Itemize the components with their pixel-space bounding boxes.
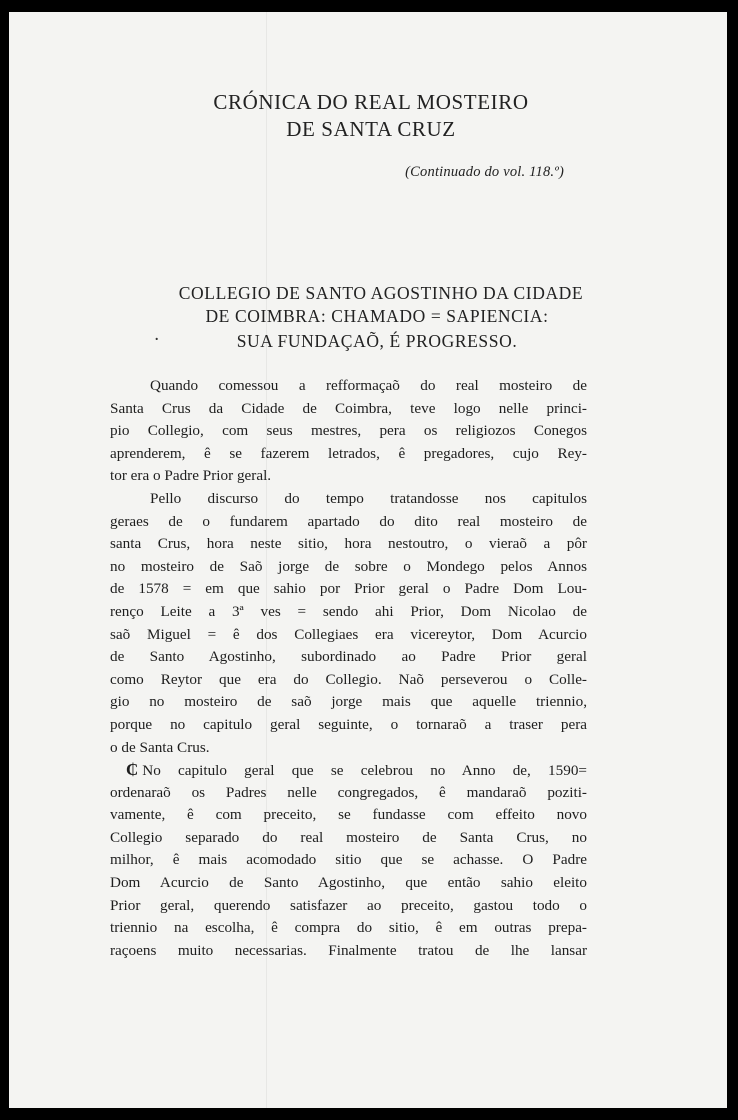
stray-mark: · xyxy=(154,330,160,350)
body-line: porque no capitulo geral seguinte, o tornaraõ a traser pera xyxy=(110,715,587,733)
body-line: de Santo Agostinho, subordinado ao Padre Prior geral xyxy=(110,648,587,666)
body-line: como Reytor que era do Collegio. Naõ perseverou o Colle- xyxy=(110,670,587,688)
continuation-note: (Continuado do vol. 118.º) xyxy=(405,164,564,180)
body-line: Collegio separado do real mosteiro de Santa Crus, no xyxy=(110,828,587,846)
paragraph-mark-icon: ₵ xyxy=(126,760,139,780)
document-page xyxy=(9,12,727,1108)
body-line: santa Crus, hora neste sitio, hora nestoutro, o vieraõ a pôr xyxy=(110,535,587,553)
body-line: geraes de o fundarem apartado do dito real mosteiro de xyxy=(110,512,587,530)
body-line: raçoens muito necessarias. Finalmente tratou de lhe lansar xyxy=(110,941,587,959)
page-title-line-1: CRÓNICA DO REAL MOSTEIRO xyxy=(213,90,529,114)
body-line-text: No capitulo geral que se celebrou no Anno de, 1590= xyxy=(142,762,587,780)
body-line: Quando comessou a refformaçaõ do real mosteiro de xyxy=(150,377,587,394)
body-line: aprenderem, ê se fazerem letrados, ê pregadores, cujo Rey- xyxy=(110,444,587,462)
body-line: de 1578 = em que sahio por Prior geral o Padre Dom Lou- xyxy=(110,580,587,598)
page-title-line-2: DE SANTA CRUZ xyxy=(286,117,456,141)
section-heading-line-3: SUA FUNDAÇAÕ, É PROGRESSO. xyxy=(236,331,518,351)
body-line: saõ Miguel = ê dos Collegiaes era vicereytor, Dom Acurcio xyxy=(110,625,587,643)
body-line: milhor, ê mais acomodado sitio que se achasse. O Padre xyxy=(110,851,587,869)
body-line: renço Leite a 3ª ves = sendo ahi Prior, Dom Nicolao de xyxy=(110,602,587,620)
body-line: Pello discurso do tempo tratandosse nos capitulos xyxy=(150,489,587,507)
body-line: no mosteiro de Saõ jorge de sobre o Mondego pelos Annos xyxy=(110,557,587,575)
body-line: Santa Crus da Cidade de Coimbra, teve logo nelle princi- xyxy=(110,399,587,417)
body-line: pio Collegio, com seus mestres, pera os religiozos Conegos xyxy=(110,422,587,440)
body-line: vamente, ê com preceito, se fundasse com effeito novo xyxy=(110,806,587,824)
body-line: ordenaraõ os Padres nelle congregados, ê mandaraõ poziti- xyxy=(110,783,587,801)
body-line: Dom Acurcio de Santo Agostinho, que então sahio eleito xyxy=(110,874,587,892)
body-line: Prior geral, querendo satisfazer ao preceito, gastou todo o xyxy=(110,896,587,914)
section-heading-line-1: COLLEGIO DE SANTO AGOSTINHO DA CIDADE xyxy=(178,283,584,303)
body-line: tor era o Padre Prior geral. xyxy=(110,467,272,485)
section-heading-line-2: DE COIMBRA: CHAMADO = SAPIENCIA: xyxy=(205,306,549,326)
body-text xyxy=(110,375,587,962)
body-line xyxy=(110,759,587,782)
body-line: triennio na escolha, ê compra do sitio, ê em outras prepa- xyxy=(110,919,587,937)
body-line: gio no mosteiro de saõ jorge mais que aquelle triennio, xyxy=(110,693,587,711)
body-line: o de Santa Crus. xyxy=(110,738,210,756)
